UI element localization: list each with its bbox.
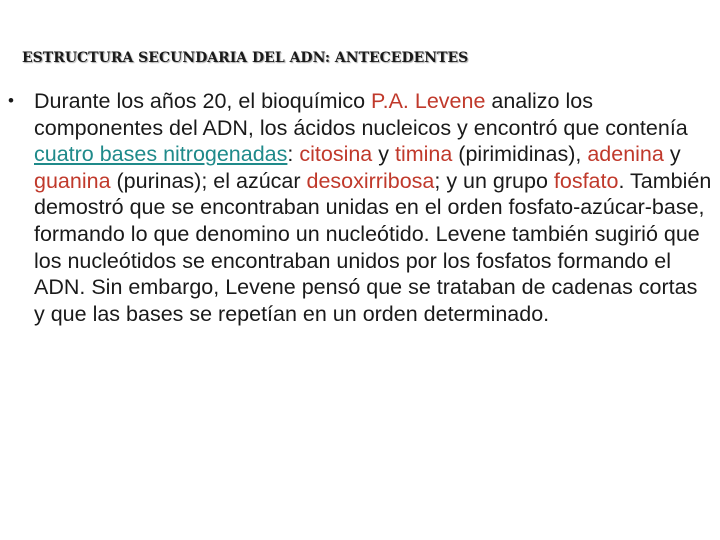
highlight-levene: P.A. Levene xyxy=(371,89,486,113)
text-segment: . También demostró que se encontraban unidas en el orden fosfato-azúcar-base, formando lo que denomino un nucleótido. Levene también sugirió que los nucleótidos se encontraban unidos por los fosfatos formando el ADN. Sin embargo, Levene pensó que se trataban de cadenas cortas y que las bases se repetían en un orden determinado. xyxy=(34,168,712,326)
text-segment: (pirimidinas), xyxy=(452,142,588,167)
highlight-timina: timina xyxy=(394,142,453,167)
highlight-adenina: adenina xyxy=(587,142,664,167)
text-segment: (purinas); el azúcar xyxy=(110,168,307,193)
text-segment: analizo los componentes del ADN, los ácidos nucleicos y encontró que contenía xyxy=(34,89,688,140)
link-cuatro-bases[interactable]: cuatro bases nitrogenadas xyxy=(34,142,288,167)
slide-title: ESTRUCTURA SECUNDARIA DEL ADN: ANTECEDENTES xyxy=(22,50,469,66)
highlight-guanina: guanina xyxy=(34,168,111,193)
text-segment: Durante los años 20, el bioquímico xyxy=(34,89,372,113)
highlight-fosfato: fosfato xyxy=(553,168,619,193)
highlight-desoxirribosa: desoxirribosa xyxy=(306,168,435,193)
text-segment: ; y un grupo xyxy=(434,168,554,193)
text-segment: : xyxy=(287,142,300,167)
body-paragraph xyxy=(8,88,714,327)
text-segment: y xyxy=(663,142,681,167)
text-segment: y xyxy=(372,142,395,167)
highlight-citosina: citosina xyxy=(299,142,373,167)
bullet-item xyxy=(8,88,714,327)
bullet-marker: • xyxy=(8,91,14,110)
